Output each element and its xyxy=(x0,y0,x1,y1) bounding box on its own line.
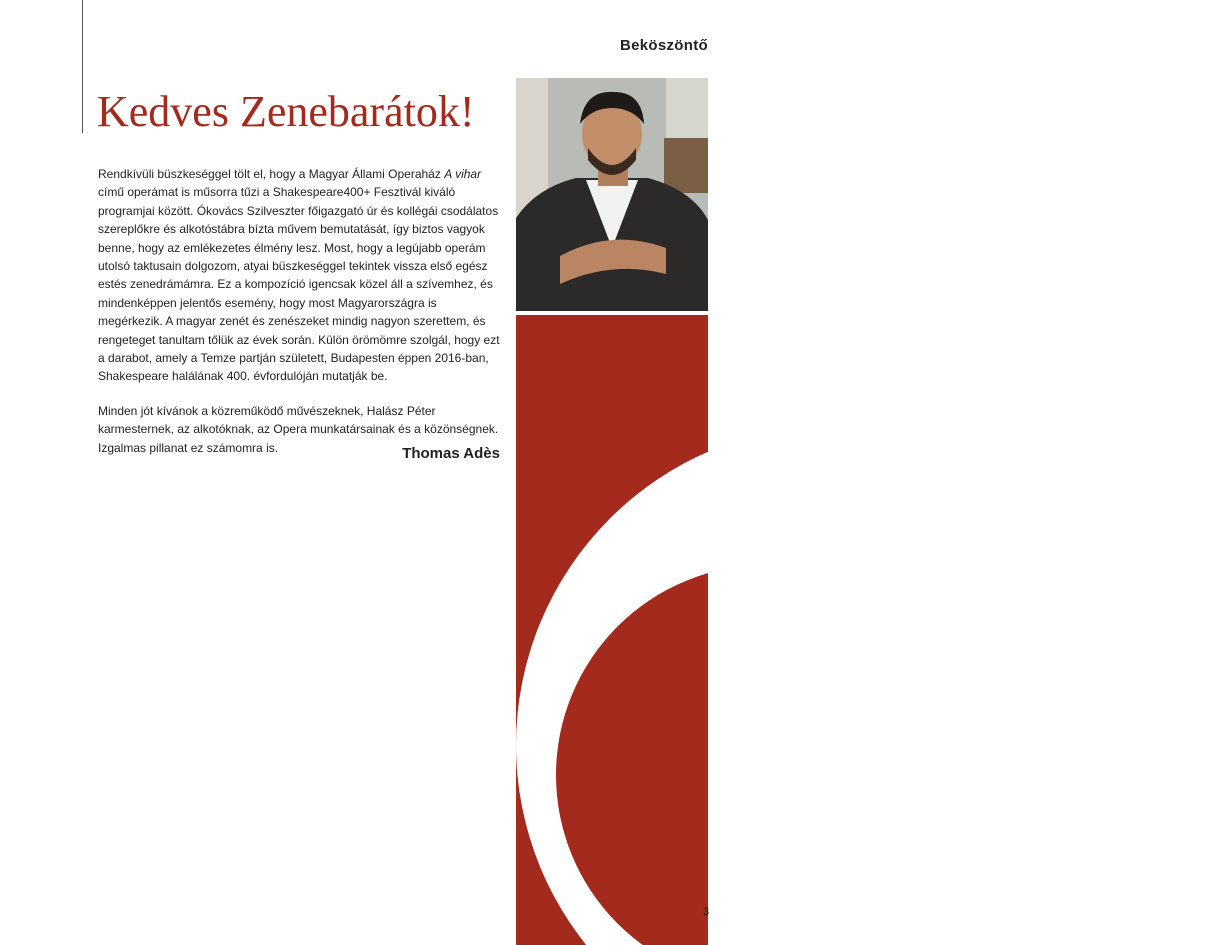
paragraph-1 xyxy=(98,165,500,386)
page-title: Kedves Zenebarátok! xyxy=(97,87,475,136)
paragraph-2: Minden jót kívánok a közreműködő művészeknek, Halász Péter karmesternek, az alkotóknak, az Opera munkatársainak és a közönségnek. Izgalmas pillanat ez számomra is. xyxy=(98,403,499,455)
portrait-illustration xyxy=(516,78,708,311)
portrait-photo xyxy=(516,78,1213,378)
section-label: Beköszöntő xyxy=(619,37,708,54)
letter-body xyxy=(98,165,500,473)
page-number: 3 xyxy=(703,906,710,918)
paragraph-1-rest: című operámat is műsorra tűzi a Shakespeare400+ Fesztivál kiváló programjai között. Ókovács Szilveszter főigazgató úr és kollégái csodálatos szereplőkre és alkotóstábra bízta művem bemutatását, így biztos vagyok benne, hogy az emlékezetes élmény lesz. Most, hogy a legújabb operám utolsó taktusain dolgozom, atyai büszkeséggel tekintek vissza első egész estés zenedrámámra. Ez a kompozíció igencsak közel áll a szívemhez, és mindenképpen jelentős esemény, hogy most Magyarországra is megérkezik. A magyar zenét és zenészeket mindig nagyon szerettem, és rengeteget tanultam tőlük az évek során. Külön örömömre szolgál, hogy ezt a darabot, amely a Temze partján született, Budapesten éppen 2016-ban, Shakespeare halálának 400. évfordulóján mutatják be. xyxy=(98,185,500,384)
photo-credit: Fotó: Brian Voce xyxy=(1204,318,1213,378)
paragraph-1-start: Rendkívüli büszkeséggel tölt el, hogy a Magyar Állami Operaház xyxy=(98,167,445,181)
margin-rule xyxy=(82,0,83,133)
work-title: A vihar xyxy=(444,167,482,181)
signature: Thomas Adès xyxy=(402,445,500,462)
decorative-shape xyxy=(516,315,708,945)
